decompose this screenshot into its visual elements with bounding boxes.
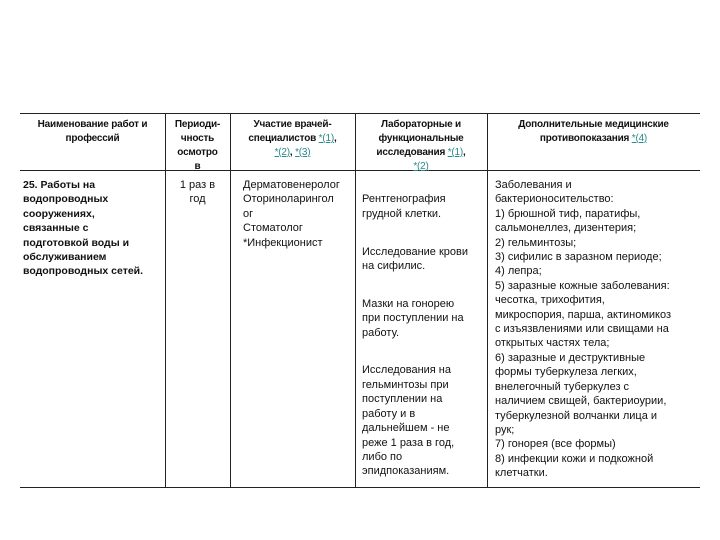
header-work-name: Наименование работ и профессий — [37, 119, 148, 144]
header-periodicity: Периоди- чность осмотро в — [174, 119, 221, 172]
separator: , — [463, 147, 466, 158]
contraindications-cell: Заболевания и бактерионосительство: 1) брюшной тиф, паратифы, сальмонеллез, дизентерия; 2) гельминтозы; 3) сифилис в заразном периоде; 4) лепра; 5) заразные кожные заболевания: чесотка, трихофития, микроспория, парша, актиномикоз с изъязвлениями или свищами на открытых частях тела; 6) заразные и деструктивные формы туберкулеза легких, внелегочный туберкулез с наличием свищей, бактериоурии, туберкулезной волчанки лица и рук; 7) гонорея (все формы) 8) инфекции кожи и подкожной клетчатки. — [495, 179, 672, 480]
separator: , — [289, 147, 296, 158]
header-contraindications — [487, 118, 700, 146]
header-labs-text: Лабораторные и функциональные исследования — [376, 119, 464, 158]
specialists-cell: Дерматовенеролог Оториноларингол ог Стоматолог *Инфекционист — [243, 179, 340, 249]
column-divider — [230, 113, 231, 487]
header-labs — [355, 118, 487, 174]
footnote-link-2[interactable]: *(2) — [413, 161, 429, 172]
work-name-cell: 25. Работы на водопроводных сооружениях, связанные с подготовкой воды и обслуживанием водопроводных сетей. — [23, 179, 144, 278]
lab-item: Исследования на гельминтозы при поступлении на работу и в дальнейшем - не реже 1 раза в год, либо по эпидпоказаниям. — [362, 364, 455, 478]
lab-item: Мазки на гонорею при поступлении на работу. — [362, 297, 464, 339]
header-contraindications-text: Дополнительные медицинские противопоказания — [518, 119, 669, 144]
labs-cell — [362, 178, 486, 479]
footnote-link-1[interactable]: *(1) — [447, 147, 464, 158]
header-specialists-text: Участие врачей- специалистов — [248, 119, 332, 144]
table-bottom-border — [20, 487, 700, 488]
footnote-link-4[interactable]: *(4) — [631, 133, 648, 144]
footnote-link-1[interactable]: *(1) — [318, 133, 334, 144]
header-specialists — [230, 118, 355, 160]
column-divider — [487, 113, 488, 487]
table-top-border — [20, 113, 700, 114]
lab-item: Исследование крови на сифилис. — [362, 245, 469, 273]
footnote-link-3[interactable]: *(3) — [295, 147, 311, 158]
periodicity-cell: 1 раз в год — [179, 179, 216, 206]
footnote-link-2[interactable]: *(2) — [274, 147, 290, 158]
separator: , — [334, 133, 337, 144]
lab-item: Рентгенография грудной клетки. — [362, 193, 446, 220]
